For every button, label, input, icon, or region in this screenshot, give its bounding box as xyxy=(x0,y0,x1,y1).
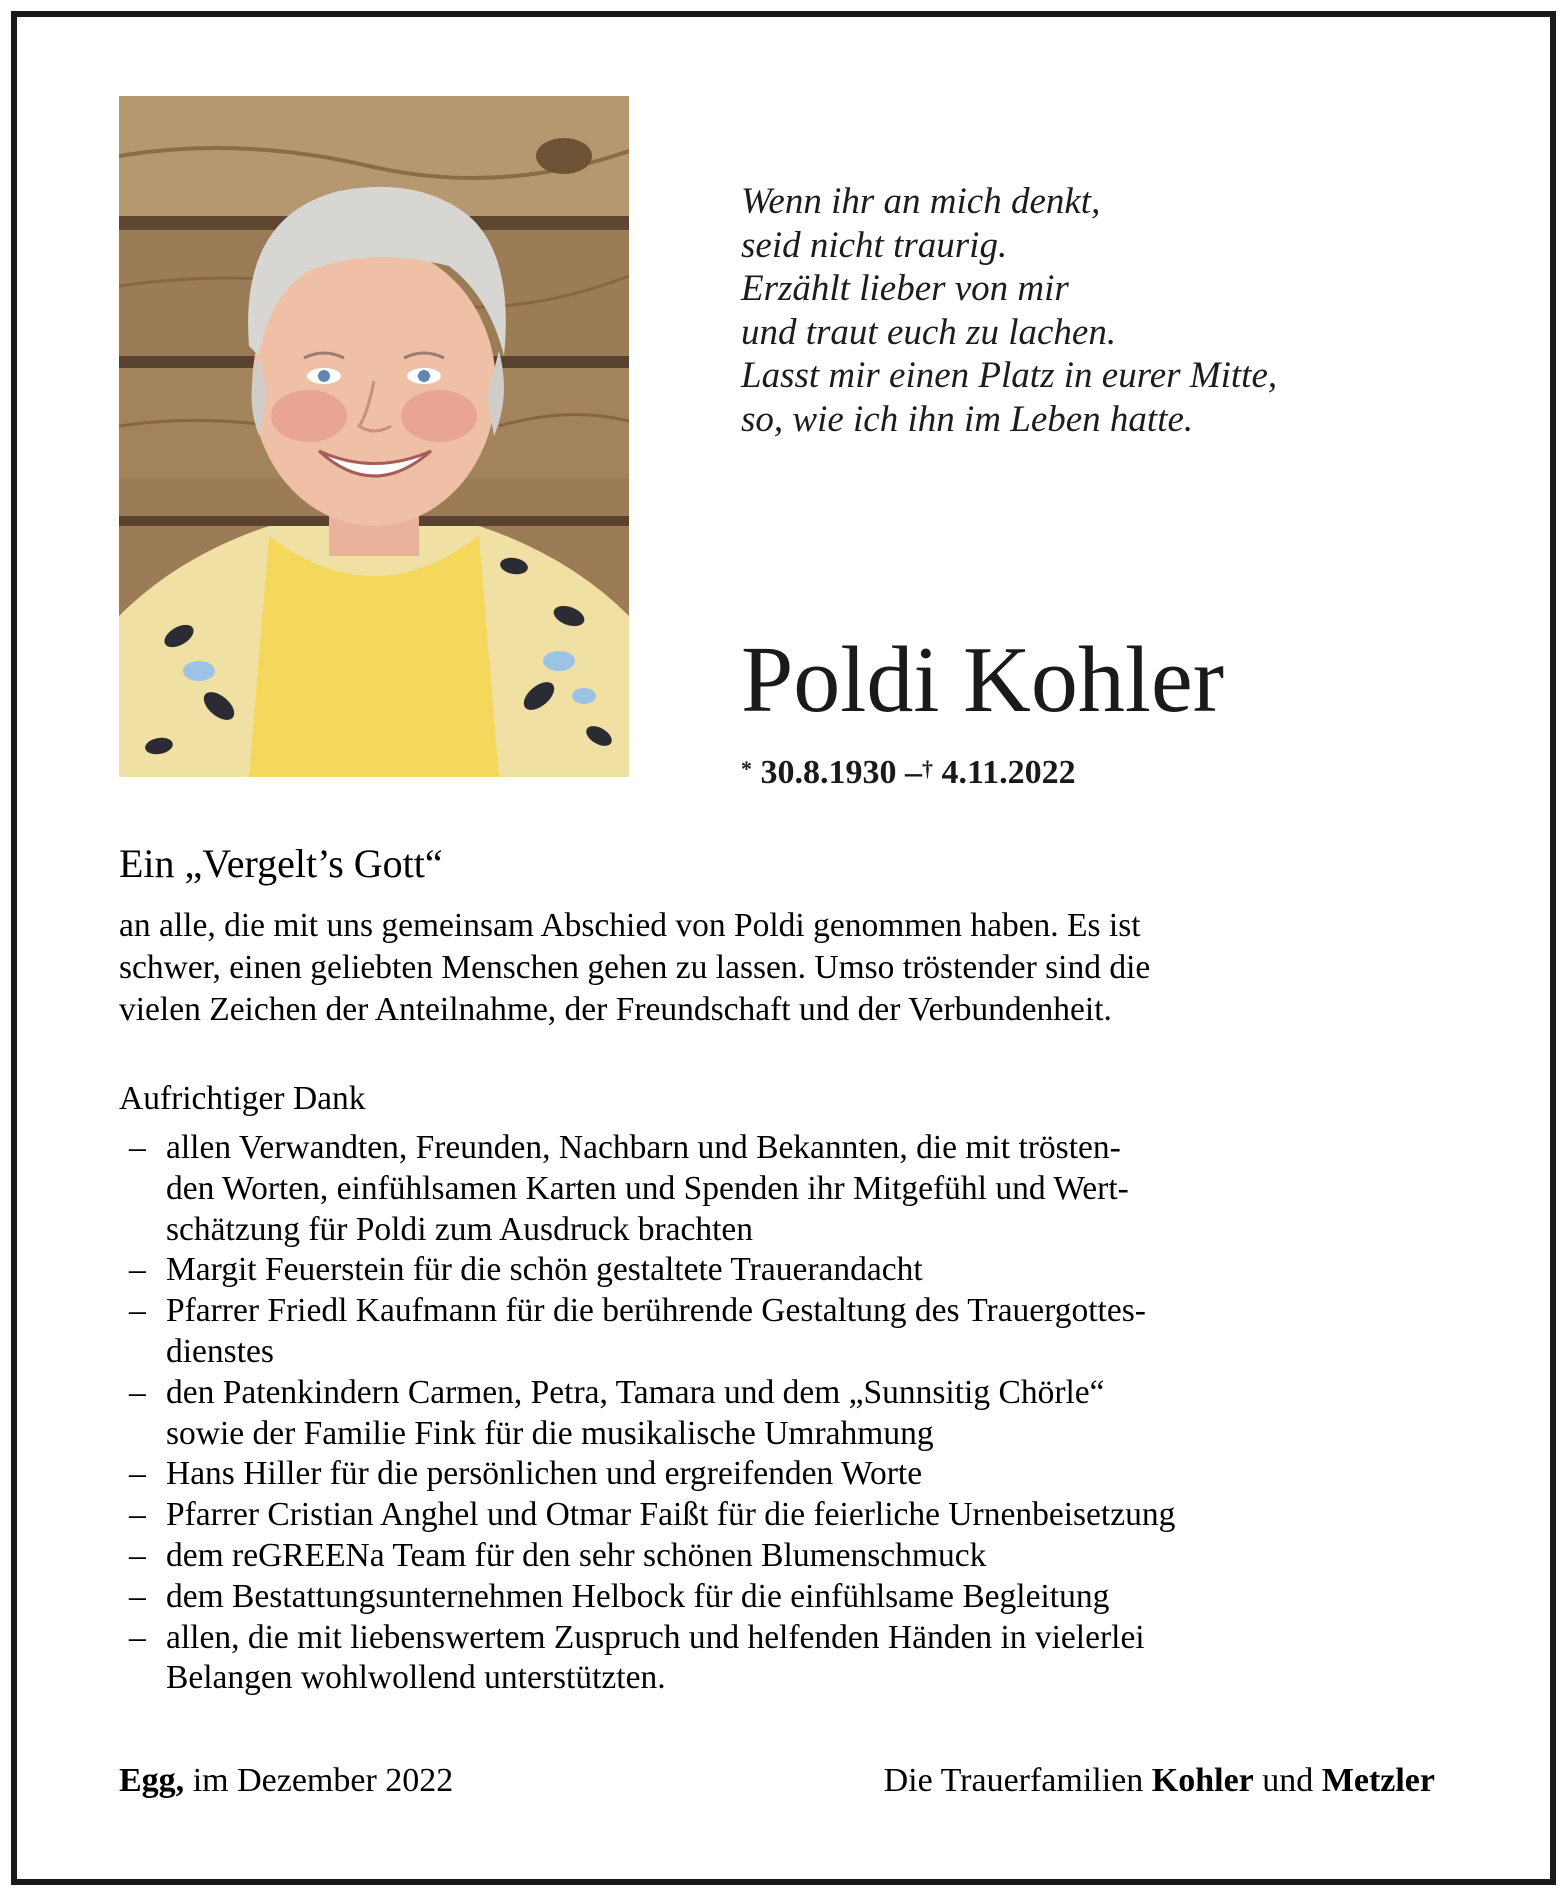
list-item-line: Pfarrer Friedl Kaufmann für die berührende Gestaltung des Trauergottes- xyxy=(166,1292,1146,1330)
list-dash: – xyxy=(129,1536,146,1574)
poem-line: so, wie ich ihn im Leben hatte. xyxy=(741,398,1194,440)
place-date xyxy=(119,1760,453,1802)
list-item xyxy=(119,1577,1439,1618)
list-item xyxy=(119,1454,1439,1495)
birth-date: 30.8.1930 xyxy=(760,754,897,791)
date: im Dezember 2022 xyxy=(192,1762,454,1799)
poem-line: Wenn ihr an mich denkt, xyxy=(741,181,1101,222)
list-dash: – xyxy=(129,1618,146,1656)
list-item xyxy=(119,1250,1439,1291)
poem-line: Lasst mir einen Platz in eurer Mitte, xyxy=(741,355,1278,396)
intro-line: vielen Zeichen der Anteilnahme, der Freundschaft und der Verbundenheit. xyxy=(119,991,1112,1028)
intro-line: schwer, einen geliebten Menschen gehen zu lassen. Umso tröstender sind die xyxy=(119,949,1151,986)
list-item-line: den Patenkindern Carmen, Petra, Tamara und dem „Sunnsitig Chörle“ xyxy=(166,1373,1105,1411)
list-item-line: sowie der Familie Fink für die musikalische Umrahmung xyxy=(166,1414,934,1452)
list-item-line: dem reGREENa Team für den sehr schönen Blumenschmuck xyxy=(166,1536,987,1574)
list-item xyxy=(119,1536,1439,1577)
portrait-photo xyxy=(119,96,629,777)
list-dash: – xyxy=(129,1251,146,1289)
death-symbol: † xyxy=(922,756,933,781)
list-item xyxy=(119,1373,1439,1455)
list-item-line: den Worten, einfühlsamen Karten und Spenden ihr Mitgefühl und Wert- xyxy=(166,1169,1129,1207)
deceased-name: Poldi Kohler xyxy=(741,628,1225,732)
list-item xyxy=(119,1495,1439,1536)
date-separator: – xyxy=(905,754,922,791)
list-heading: Aufrichtiger Dank xyxy=(119,1080,366,1117)
families-signature xyxy=(735,1760,1435,1802)
list-item-line: Margit Feuerstein für die schön gestaltete Trauerandacht xyxy=(166,1251,923,1289)
list-item-line: allen, die mit liebenswertem Zuspruch und helfenden Händen in vielerlei xyxy=(166,1618,1145,1656)
list-dash: – xyxy=(129,1496,146,1534)
list-item-line: dienstes xyxy=(166,1332,274,1370)
list-dash: – xyxy=(129,1129,146,1166)
poem-line: seid nicht traurig. xyxy=(741,224,1008,266)
families-connector: und xyxy=(1262,1762,1314,1799)
death-date: 4.11.2022 xyxy=(941,754,1076,791)
list-item xyxy=(119,1618,1439,1700)
poem-line: und traut euch zu lachen. xyxy=(741,311,1117,353)
families-prefix: Die Trauerfamilien xyxy=(883,1762,1144,1799)
list-item-line: allen Verwandten, Freunden, Nachbarn und Bekannten, die mit trösten- xyxy=(166,1129,1121,1166)
birth-symbol: * xyxy=(741,756,752,781)
list-item-line: schätzung für Poldi zum Ausdruck brachten xyxy=(166,1210,754,1248)
intro-line: an alle, die mit uns gemeinsam Abschied von Poldi genommen haben. Es ist xyxy=(119,907,1141,944)
poem-line: Erzählt lieber von mir xyxy=(741,268,1069,309)
place: Egg, xyxy=(119,1762,185,1799)
memorial-poem xyxy=(741,180,1361,441)
list-item xyxy=(119,1128,1439,1250)
list-item-line: Belangen wohlwollend unterstützten. xyxy=(166,1659,666,1697)
list-dash: – xyxy=(129,1455,146,1493)
life-dates xyxy=(741,753,1076,793)
thanks-heading: Ein „Vergelt’s Gott“ xyxy=(119,841,443,886)
list-dash: – xyxy=(129,1373,146,1411)
list-item-line: Hans Hiller für die persönlichen und ergreifenden Worte xyxy=(166,1455,923,1493)
list-item-line: Pfarrer Cristian Anghel und Otmar Faißt für die feierliche Urnenbeisetzung xyxy=(166,1496,1176,1534)
list-dash: – xyxy=(129,1577,146,1615)
list-item-line: dem Bestattungsunternehmen Helbock für die einfühlsame Begleitung xyxy=(166,1577,1110,1615)
thanks-list xyxy=(119,1128,1439,1699)
list-item xyxy=(119,1291,1439,1373)
family-name: Metzler xyxy=(1321,1762,1435,1799)
thanks-intro xyxy=(119,905,1439,1031)
list-dash: – xyxy=(129,1292,146,1330)
family-name: Kohler xyxy=(1151,1762,1254,1799)
portrait-illustration xyxy=(119,96,629,777)
